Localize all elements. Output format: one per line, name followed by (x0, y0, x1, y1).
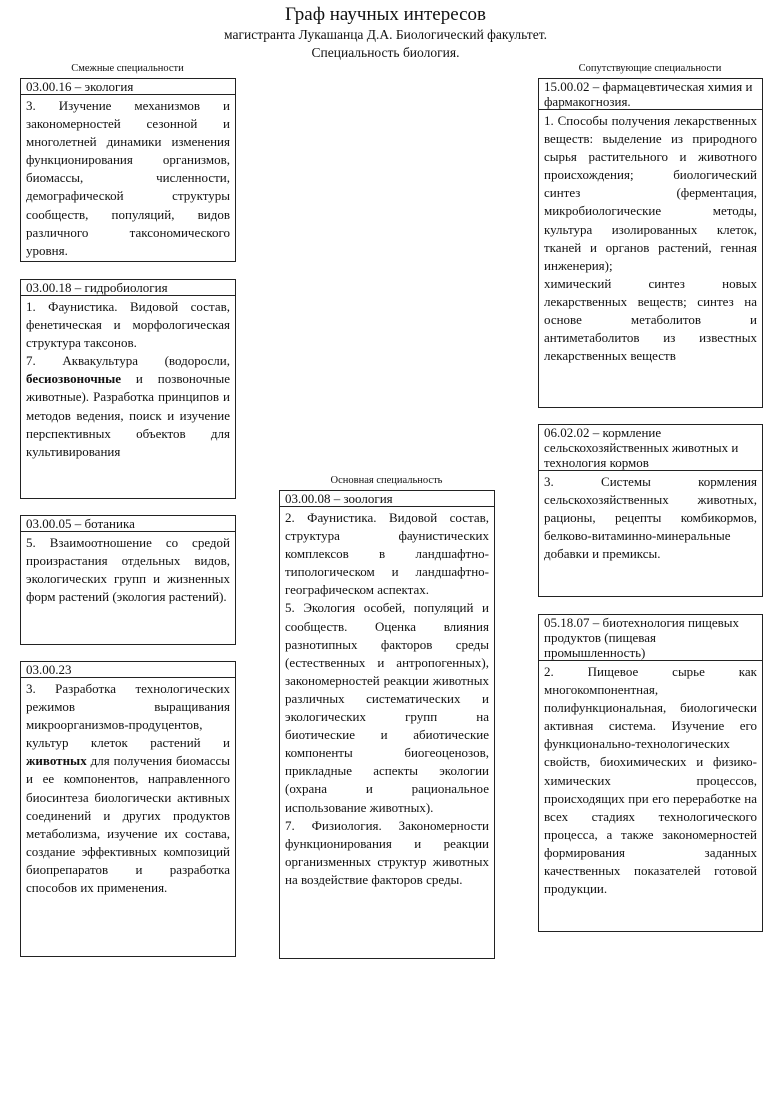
specialty-box-animal-feeding (538, 424, 763, 597)
specialty-description: 3. Системы кормления сельскохозяйственных животных, рационы, рецепты комбикормов, белково-витаминно-минеральные добавки и премиксы. (544, 474, 757, 562)
specialty-description: 5. Взаимоотношение со средой произрастания отдельных видов, экологических групп и жизненных форм растений (экология растений). (26, 535, 230, 605)
right-column-heading: Сопутствующие специальности (578, 63, 722, 74)
specialty-description: 1. Способы получения лекарственных веществ: выделение из природного сырья растительного и животного происхождения; биологический синтез (ферментация, микробиологические методы, культура изолированных клеток, тканей и органов растений, генная инженерия); химический синтез новых лекарственных веществ; синтез на основе метаболитов и антиметаболитов из известных лекарственных веществ (544, 113, 757, 364)
specialty-code: 03.00.08 – зоология (280, 491, 494, 507)
specialty-box-biotechnology (20, 661, 236, 957)
specialty-box-pharmacy (538, 78, 763, 408)
specialty-box-food-biotechnology (538, 614, 763, 932)
specialty-code: 03.00.16 – экология (21, 79, 235, 95)
specialty-description: 3. Разработка технологических режимов выращивания микроорганизмов-продуцентов, культур клеток растений и животных для получения биомассы и ее компонентов, направленного биосинтеза биологически активных соединений и других продуктов метаболизма, изучение их состава, создание эффективных композиций биопрепаратов и разработка способов их применения. (26, 681, 230, 896)
specialty-box-zoology (279, 490, 495, 959)
left-column-heading: Смежные специальности (71, 63, 184, 74)
specialty-description: 3. Изучение механизмов и закономерностей сезонной и многолетней динамики изменения функционирования организмов, биомассы, численности, демографической структуры сообществ, популяций, видов различного таксономического уровня. (26, 98, 230, 258)
subtitle-line-2: Специальность биология. (311, 45, 460, 60)
bold-term: бесиозвоночные (26, 371, 122, 387)
specialty-code: 03.00.18 – гидробиология (21, 280, 235, 296)
specialty-description: 1. Фаунистика. Видовой состав, фенетическая и морфологическая структура таксонов. 7. Аквакультура (водоросли, бесиозвоночные и позвоночные животные). Разработка принципов и методов ведения, поиск и изучение перспективных объектов для культивирования (26, 299, 230, 459)
specialty-box-ecology (20, 78, 236, 262)
subtitle-line-1: магистранта Лукашанца Д.А. Биологический факультет. (224, 27, 547, 42)
specialty-box-hydrobiology (20, 279, 236, 499)
specialty-code: 05.18.07 – биотехнология пищевых продуктов (пищевая промышленность) (539, 615, 762, 661)
specialty-box-botany (20, 515, 236, 645)
specialty-code: 03.00.23 (21, 662, 235, 678)
specialty-description: 2. Пищевое сырье как многокомпонентная, полифункциональная, биологически активная система. Изучение его функционально-технологических свойств, биохимических и физико-химических процессов, происходящих при его переработке на всех стадиях технологического процесса, а также закономерностей формирования заданных качественных показателей готовой продукции. (544, 664, 757, 897)
bold-term: животных (26, 753, 87, 769)
specialty-code: 15.00.02 – фармацевтическая химия и фармакогнозия. (539, 79, 762, 110)
specialty-code: 06.02.02 – кормление сельскохозяйственных животных и технология кормов (539, 425, 762, 471)
specialty-code: 03.00.05 – ботаника (21, 516, 235, 532)
specialty-description: 2. Фаунистика. Видовой состав, структура фаунистических комплексов в ландшафтно-типологическом и ландшафтно-географическом аспектах. 5. Экология особей, популяций и сообществ. Оценка влияния разнотипных факторов среды (естественных и антропогенных), закономерностей реакции животных различных систематических и экологических групп на биотические и абиотические компоненты биогеоценозов, прикладные аспекты экологии (охрана и рациональное использование животных). 7. Физиология. Закономерности функционирования и реакции организменных структур животных на воздействие факторов среды. (285, 510, 489, 887)
page-title: Граф научных интересов (284, 4, 487, 25)
center-column-heading: Основная специальность (330, 475, 443, 486)
